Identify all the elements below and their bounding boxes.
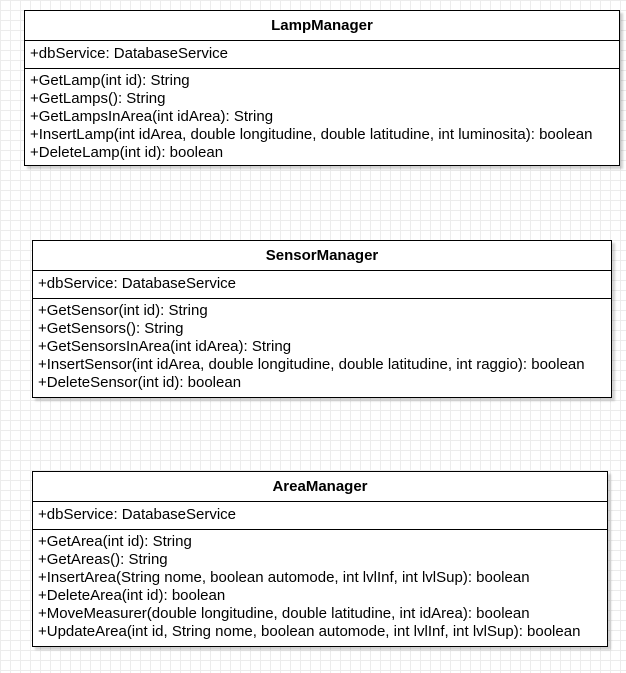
attribute: +dbService: DatabaseService xyxy=(38,275,237,292)
method: +GetLampsInArea(int idArea): String xyxy=(30,108,274,125)
attribute: +dbService: DatabaseService xyxy=(38,506,237,523)
method: +GetLamps(): String xyxy=(30,90,166,107)
method: +GetAreas(): String xyxy=(38,551,168,568)
method: +DeleteSensor(int id): boolean xyxy=(38,374,242,391)
method: +GetSensor(int id): String xyxy=(38,302,208,319)
class-attributes xyxy=(33,271,611,299)
class-methods xyxy=(33,530,607,643)
method: +DeleteLamp(int id): boolean xyxy=(30,144,224,161)
class-title: SensorManager xyxy=(33,241,611,271)
method: +GetSensorsInArea(int idArea): String xyxy=(38,338,292,355)
method: +GetLamp(int id): String xyxy=(30,72,190,89)
class-lampmanager[interactable] xyxy=(24,10,620,166)
attribute: +dbService: DatabaseService xyxy=(30,45,229,62)
class-attributes xyxy=(33,502,607,530)
class-methods xyxy=(25,69,619,164)
class-title: LampManager xyxy=(25,11,619,41)
method: +InsertLamp(int idArea, double longitudine, double latitudine, int luminosita): boolean xyxy=(30,126,593,143)
class-areamanager[interactable] xyxy=(32,471,608,647)
method: +MoveMeasurer(double longitudine, double latitudine, int idArea): boolean xyxy=(38,605,530,622)
class-attributes xyxy=(25,41,619,69)
class-title: AreaManager xyxy=(33,472,607,502)
method: +InsertArea(String nome, boolean automode, int lvlInf, int lvlSup): boolean xyxy=(38,569,530,586)
method: +UpdateArea(int id, String nome, boolean automode, int lvlInf, int lvlSup): boolean xyxy=(38,623,581,640)
method: +InsertSensor(int idArea, double longitudine, double latitudine, int raggio): boolean xyxy=(38,356,585,373)
class-sensormanager[interactable] xyxy=(32,240,612,398)
method: +GetArea(int id): String xyxy=(38,533,192,550)
method: +DeleteArea(int id): boolean xyxy=(38,587,226,604)
method: +GetSensors(): String xyxy=(38,320,184,337)
class-methods xyxy=(33,299,611,394)
